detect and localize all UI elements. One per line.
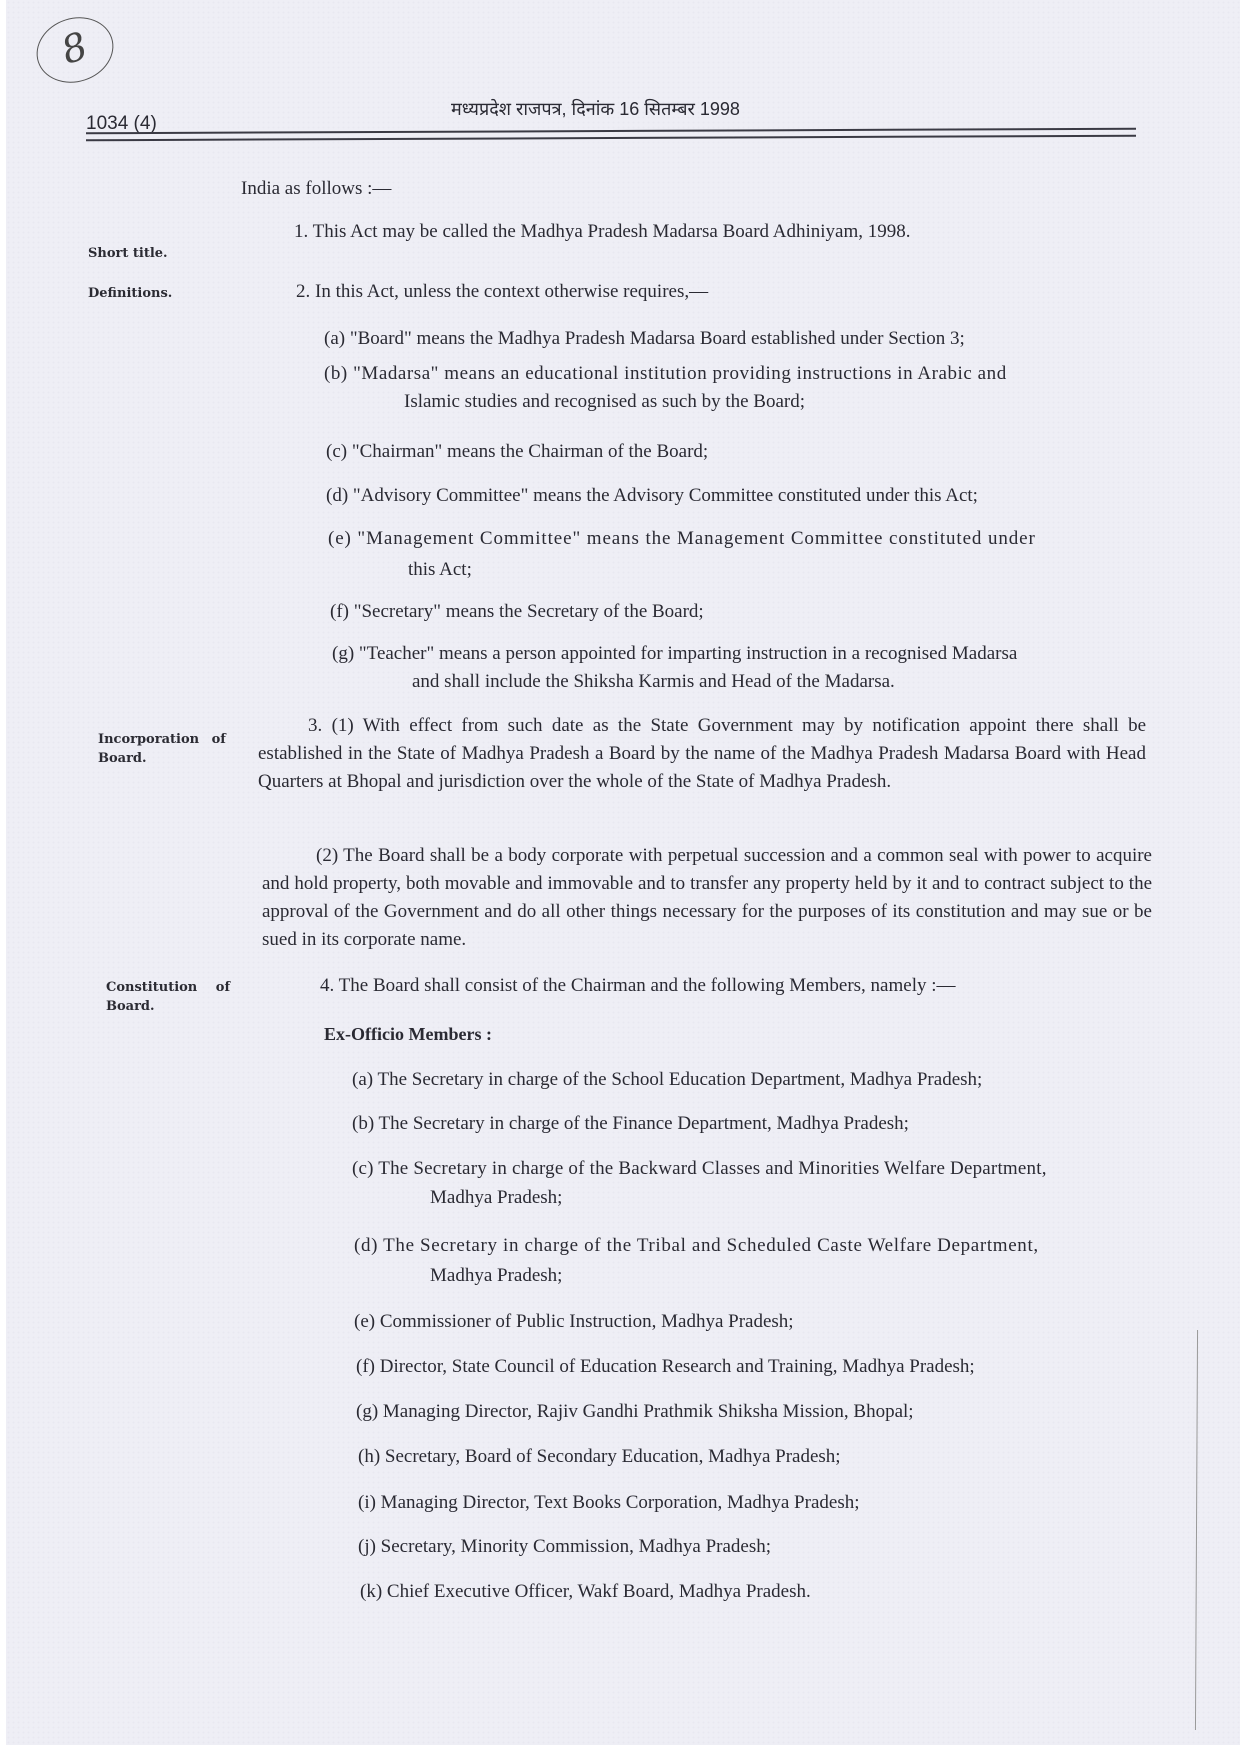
member-i: (i) Managing Director, Text Books Corporation, Madhya Pradesh; [358,1492,860,1513]
definition-a: (a) "Board" means the Madhya Pradesh Madarsa Board established under Section 3; [324,328,965,349]
member-c-line2: Madhya Pradesh; [430,1187,563,1208]
margin-label-incorporation-line1: Incorporation of [98,732,226,747]
margin-label-incorporation-line2: Board. [98,751,147,766]
member-d-line2: Madhya Pradesh; [430,1265,563,1286]
definition-b-line1: (b) "Madarsa" means an educational institution providing instructions in Arabic and [324,363,1007,384]
handwritten-folio-number: 8 [28,8,122,93]
section-4-text: 4. The Board shall consist of the Chairman and the following Members, namely :— [320,975,956,996]
definition-b-line2: Islamic studies and recognised as such by the Board; [404,391,806,412]
margin-label-definitions: Definitions. [88,286,173,301]
margin-label-short-title: Short title. [88,246,168,261]
header-rule-bottom [86,135,1136,142]
header-rule-top [86,128,1136,135]
page-edge-mark [1195,1330,1198,1730]
member-k: (k) Chief Executive Officer, Wakf Board, Madhya Pradesh. [360,1581,811,1602]
section-2-text: 2. In this Act, unless the context otherwise requires,— [296,281,709,302]
ex-officio-heading: Ex-Officio Members : [324,1024,492,1044]
member-b: (b) The Secretary in charge of the Finance Department, Madhya Pradesh; [352,1113,909,1134]
scanned-page [6,0,1240,1745]
member-d-line1: (d) The Secretary in charge of the Tribal and Scheduled Caste Welfare Department, [354,1235,1039,1256]
member-c-line1: (c) The Secretary in charge of the Backward Classes and Minorities Welfare Department, [352,1158,1047,1179]
member-f: (f) Director, State Council of Education Research and Training, Madhya Pradesh; [356,1356,975,1377]
margin-label-constitution [106,978,230,1016]
intro-text: India as follows :— [241,178,392,199]
member-g: (g) Managing Director, Rajiv Gandhi Prathmik Shiksha Mission, Bhopal; [356,1401,914,1422]
definition-g-line1: (g) "Teacher" means a person appointed for imparting instruction in a recognised Madarsa [332,643,1018,664]
margin-label-constitution-line1: Constitution of [106,980,231,995]
definition-d: (d) "Advisory Committee" means the Advisory Committee constituted under this Act; [326,485,978,506]
gazette-header-title: मध्यप्रदेश राजपत्र, दिनांक 16 सितम्बर 1998 [451,99,740,119]
margin-label-incorporation [98,730,226,768]
margin-label-constitution-line2: Board. [106,999,155,1014]
definition-c: (c) "Chairman" means the Chairman of the Board; [326,441,709,462]
definition-f: (f) "Secretary" means the Secretary of the Board; [330,601,704,622]
section-3-subsection-2: (2) The Board shall be a body corporate with perpetual succession and a common seal with power to acquire and hold property, both movable and immovable and to transfer any property held by it and to contract subject to the approval of the Government and do all other things necessary for the purposes of its constitution and may sue or be sued in its corporate name. [262,845,1152,950]
definition-e-line1: (e) "Management Committee" means the Management Committee constituted under [328,528,1036,549]
member-e: (e) Commissioner of Public Instruction, Madhya Pradesh; [354,1311,794,1332]
definition-g-line2: and shall include the Shiksha Karmis and Head of the Madarsa. [412,671,895,692]
page-number: 1034 (4) [86,113,157,134]
section-3-subsection-1: 3. (1) With effect from such date as the State Government may by notification appoint there shall be established in the State of Madhya Pradesh a Board by the name of the Madhya Pradesh Madarsa Board with Head Quarters at Bhopal and jurisdiction over the whole of the State of Madhya Pradesh. [258,715,1146,792]
section-1-text: 1. This Act may be called the Madhya Pradesh Madarsa Board Adhiniyam, 1998. [294,221,911,242]
definition-e-line2: this Act; [408,559,472,580]
member-a: (a) The Secretary in charge of the School Education Department, Madhya Pradesh; [352,1069,983,1090]
member-h: (h) Secretary, Board of Secondary Education, Madhya Pradesh; [358,1446,841,1467]
member-j: (j) Secretary, Minority Commission, Madhya Pradesh; [358,1536,772,1557]
